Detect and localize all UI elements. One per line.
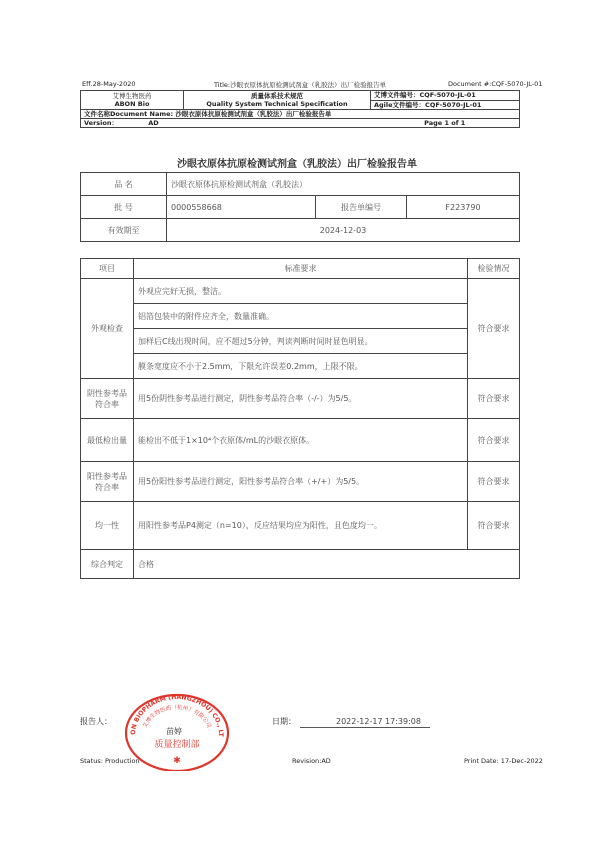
row-result: 符合要求 bbox=[468, 502, 520, 550]
date-value: 2022-12-17 17:39:08 bbox=[336, 717, 421, 726]
seal-center-text: 质量控制部 bbox=[154, 740, 200, 750]
batch-value: 0000558668 bbox=[167, 196, 316, 219]
row-item: 均一性 bbox=[81, 502, 134, 550]
row-requirement: 用5份阴性参考品进行测定，阴性参考品符合率（-/-）为5/5。 bbox=[134, 379, 468, 419]
revision-text: Revision:AD bbox=[292, 757, 331, 765]
reporter-label: 报告人： bbox=[80, 717, 112, 726]
doc-name: 文件名称Document Name: 沙眼衣原体抗原检测试剂盒（乳胶法）出厂检验报告单 bbox=[81, 110, 520, 119]
name-label: 品 名 bbox=[81, 173, 167, 196]
product-info-table bbox=[80, 172, 520, 242]
appearance-req-2: 铝箔包装中的附件应齐全，数量准确。 bbox=[134, 304, 468, 329]
row-item: 阴性参考品符合率 bbox=[81, 379, 134, 419]
company-en: ABON Bio bbox=[114, 100, 150, 108]
expiry-value: 2024-12-03 bbox=[167, 219, 520, 242]
row-result: 符合要求 bbox=[468, 462, 520, 502]
effective-date: Eff.28-May-2020 bbox=[82, 80, 136, 88]
version-value: AD bbox=[148, 119, 159, 127]
status-text: Status: Production bbox=[80, 757, 140, 765]
date-label: 日期： bbox=[272, 717, 296, 726]
row-item: 阳性参考品符合率 bbox=[81, 462, 134, 502]
reporter-name: 苗婷 bbox=[166, 727, 182, 736]
row-requirement: 用5份阳性参考品进行测定，阳性参考品符合率（+/+）为5/5。 bbox=[134, 462, 468, 502]
report-no-value: F223790 bbox=[407, 196, 520, 219]
batch-label: 批 号 bbox=[81, 196, 167, 219]
appearance-req-4: 膜条宽度应不小于2.5mm，下限允许误差0.2mm，上限不限。 bbox=[134, 354, 468, 379]
seal-star-icon: ✱ bbox=[173, 756, 181, 766]
col-header-result: 检验情况 bbox=[468, 259, 520, 279]
row-result: 符合要求 bbox=[468, 419, 520, 462]
report-no-label: 报告单编号 bbox=[316, 196, 407, 219]
seal-inner-text: 艾博生物医药（杭州）有限公司 bbox=[142, 704, 212, 729]
page-number: Page 1 of 1 bbox=[371, 119, 520, 128]
document-number: Document #:CQF-5070-JL-01 bbox=[448, 80, 543, 88]
inspection-results-table bbox=[80, 258, 520, 579]
row-result: 符合要求 bbox=[468, 379, 520, 419]
name-value: 沙眼衣原体抗原检测试剂盒（乳胶法） bbox=[167, 173, 520, 196]
conclusion-label: 综合判定 bbox=[81, 550, 134, 579]
spec-en: Quality System Technical Specification bbox=[206, 100, 348, 108]
appearance-req-1: 外观应完好无损，整洁。 bbox=[134, 279, 468, 304]
seal-outer-text: ON BIOPHARM (HANGZHOU) CO., LT bbox=[129, 693, 225, 737]
row-requirement: 能检出不低于1×10⁴个衣原体/mL的沙眼衣原体。 bbox=[134, 419, 468, 462]
doc-header-table bbox=[80, 90, 520, 128]
row-requirement: 用阳性参考品P4测定（n=10），反应结果均应为阳性，且色度均一。 bbox=[134, 502, 468, 550]
appearance-req-3: 加样后C线出现时间，应不超过5分钟，判读判断时间时显色明显。 bbox=[134, 329, 468, 354]
col-header-item: 项目 bbox=[81, 259, 134, 279]
print-date: Print Date: 17-Dec-2022 bbox=[464, 757, 543, 765]
doc-title-line: Title:沙眼衣原体抗原检测试剂盒（乳胶法）出厂检验报告单 bbox=[214, 81, 387, 89]
version-label: Version： bbox=[84, 119, 118, 127]
file-number: 艾博文件编号：CQF-5070-JL-01 bbox=[371, 91, 520, 101]
conclusion-value: 合格 bbox=[134, 550, 520, 579]
expiry-label: 有效期至 bbox=[81, 219, 167, 242]
date-underline bbox=[300, 727, 430, 728]
appearance-item: 外观检查 bbox=[81, 279, 134, 379]
svg-text:ABON BIOPHARM (HANGZHOU) CO., bbox=[123, 687, 224, 738]
company-cn: 艾博生物医药 bbox=[112, 92, 152, 100]
col-header-requirement: 标准要求 bbox=[134, 259, 468, 279]
agile-number: Agile文件编号：CQF-5070-JL-01 bbox=[371, 100, 520, 110]
row-item: 最低检出量 bbox=[81, 419, 134, 462]
appearance-result: 符合要求 bbox=[468, 279, 520, 379]
spec-cn: 质量体系技术规范 bbox=[251, 92, 303, 100]
report-title: 沙眼衣原体抗原检测试剂盒（乳胶法）出厂检验报告单 bbox=[177, 159, 417, 170]
